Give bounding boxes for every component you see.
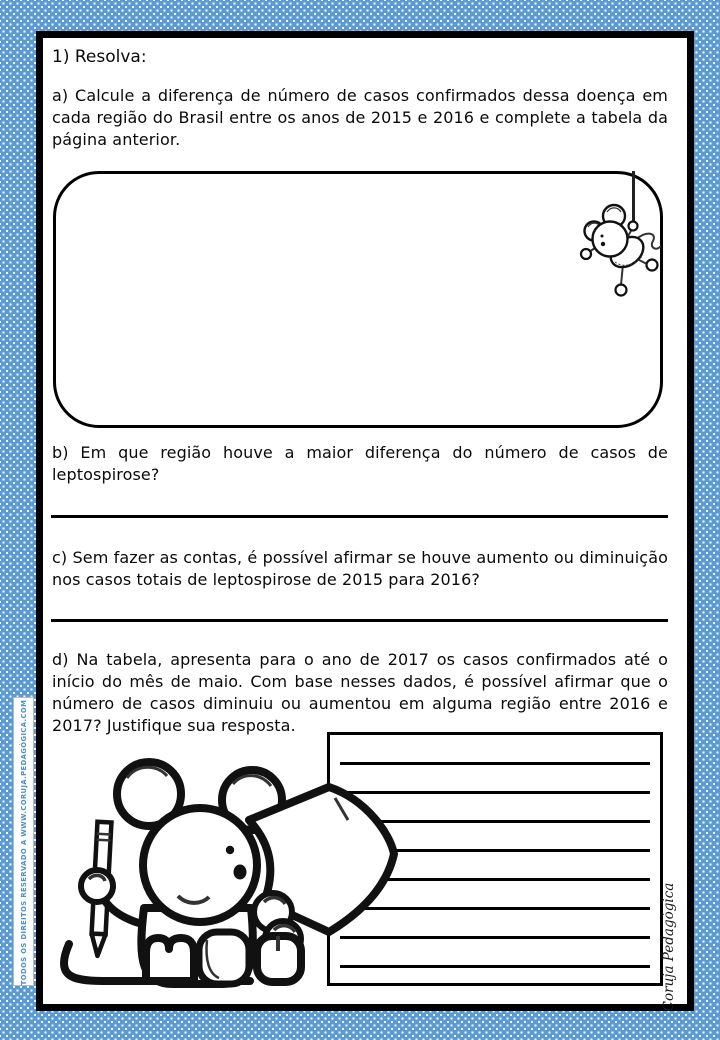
question-a-text: a) Calcule a diferença de número de casos confirmados dessa doença em cada região do Brasil entre os anos de 2015 e 2016 e complete a tabela da página anterior. bbox=[52, 86, 668, 149]
answer-line-b[interactable] bbox=[51, 515, 668, 518]
question-b-text: b) Em que região houve a maior diferença do número de casos de leptospirose? bbox=[52, 443, 668, 484]
copyright-text: TODOS OS DIREITOS RESERVADO A WWW.CORUJA.PEDAGÓGICA.COM bbox=[20, 699, 28, 986]
exercise-title: 1) Resolva: bbox=[52, 47, 147, 67]
worksheet-frame bbox=[36, 31, 694, 1011]
publisher-signature bbox=[661, 854, 687, 1040]
answer-line-c[interactable] bbox=[51, 619, 668, 622]
question-d-text: d) Na tabela, apresenta para o ano de 2017 os casos confirmados até o início do mês de maio. Com base nesses dados, é possível afirmar que o número de casos diminuiu ou aumentou em alguma região entre 2016 e 2017? Justifique sua resposta. bbox=[52, 650, 668, 735]
hanging-mouse-icon bbox=[565, 194, 673, 306]
writing-mouse-icon bbox=[45, 738, 405, 996]
copyright-strip bbox=[13, 697, 34, 986]
question-c-text: c) Sem fazer as contas, é possível afirmar se houve aumento ou diminuição nos casos totais de leptospirose de 2015 para 2016? bbox=[52, 548, 668, 589]
publisher-signature-text: Coruja Pedagógica bbox=[661, 882, 677, 1012]
